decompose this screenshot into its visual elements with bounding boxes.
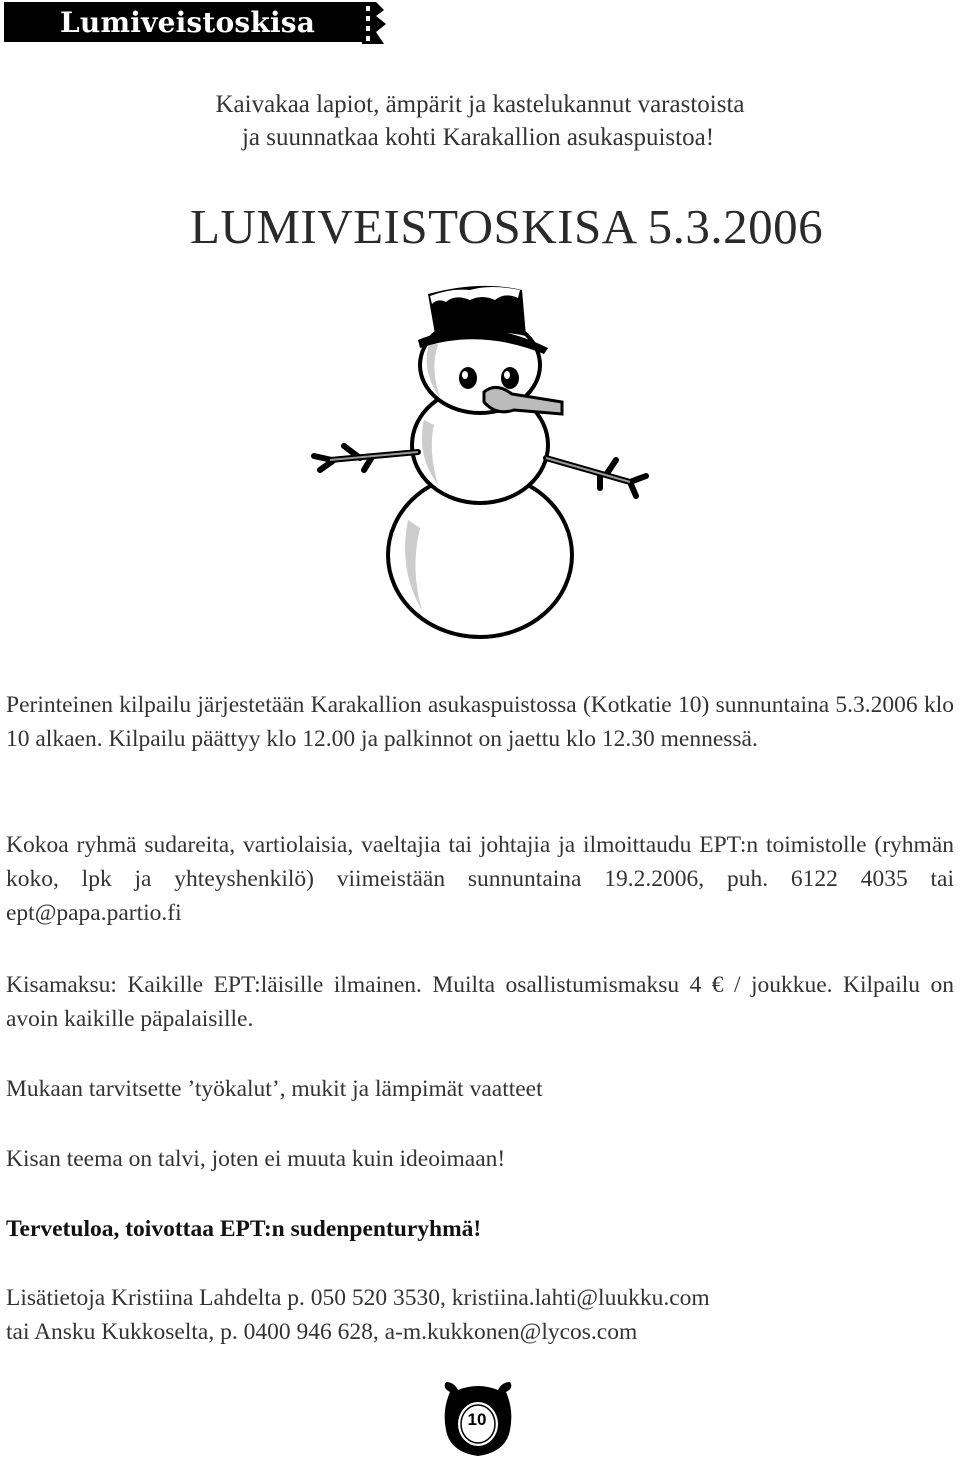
film-strip-icon	[360, 2, 390, 44]
intro-line-1: Kaivakaa lapiot, ämpärit ja kastelukannut varastoista	[215, 91, 745, 118]
header-bar	[4, 2, 368, 42]
event-title: LUMIVEISTOSKISA 5.3.2006	[190, 199, 824, 254]
contact-line-2: tai Ansku Kukkoselta, p. 0400 946 628, a-m.kukkonen@lycos.com	[6, 1319, 638, 1345]
right-arm	[546, 458, 646, 496]
paragraph-theme: Kisan teema on talvi, joten ei muuta kuin ideoimaan!	[6, 1146, 506, 1172]
paragraph-welcome: Tervetuloa, toivottaa EPT:n sudenpenturyhmä!	[6, 1216, 482, 1242]
contact-line-1: Lisätietoja Kristiina Lahdelta p. 050 520 3530, kristiina.lahti@luukku.com	[6, 1285, 710, 1311]
paragraph-equipment: Mukaan tarvitsette ’työkalut’, mukit ja lämpimät vaatteet	[6, 1076, 543, 1102]
section-title: Lumiveistoskisa	[60, 6, 316, 39]
snowman-illustration	[300, 270, 660, 670]
left-arm	[314, 446, 418, 470]
paragraph-contact	[6, 1281, 954, 1349]
intro-line-2: ja suunnatkaa kohti Karakallion asukaspuistoa!	[241, 124, 715, 151]
paragraph-event-info: Perinteinen kilpailu järjestetään Karakallion asukaspuistossa (Kotkatie 10) sunnuntaina 5.3.2006 klo 10 alkaen. Kilpailu päättyy klo 12.00 ja palkinnot on jaettu klo 12.30 mennessä.	[6, 692, 954, 752]
paragraph-fee: Kisamaksu: Kaikille EPT:läisille ilmainen. Muilta osallistumismaksu 4 € / joukkue. Kilpailu on avoin kaikille päpalaisille.	[6, 972, 954, 1032]
paragraph-registration: Kokoa ryhmä sudareita, vartiolaisia, vaeltajia tai johtajia ja ilmoittaudu EPT:n toimistolle (ryhmän koko, lpk ja yhteyshenkilö) viimeistään sunnuntaina 19.2.2006, puh. 6122 4035 tai ept@papa.partio.fi	[6, 832, 954, 926]
intro-text	[0, 88, 960, 154]
page-number: 10	[467, 1410, 487, 1429]
